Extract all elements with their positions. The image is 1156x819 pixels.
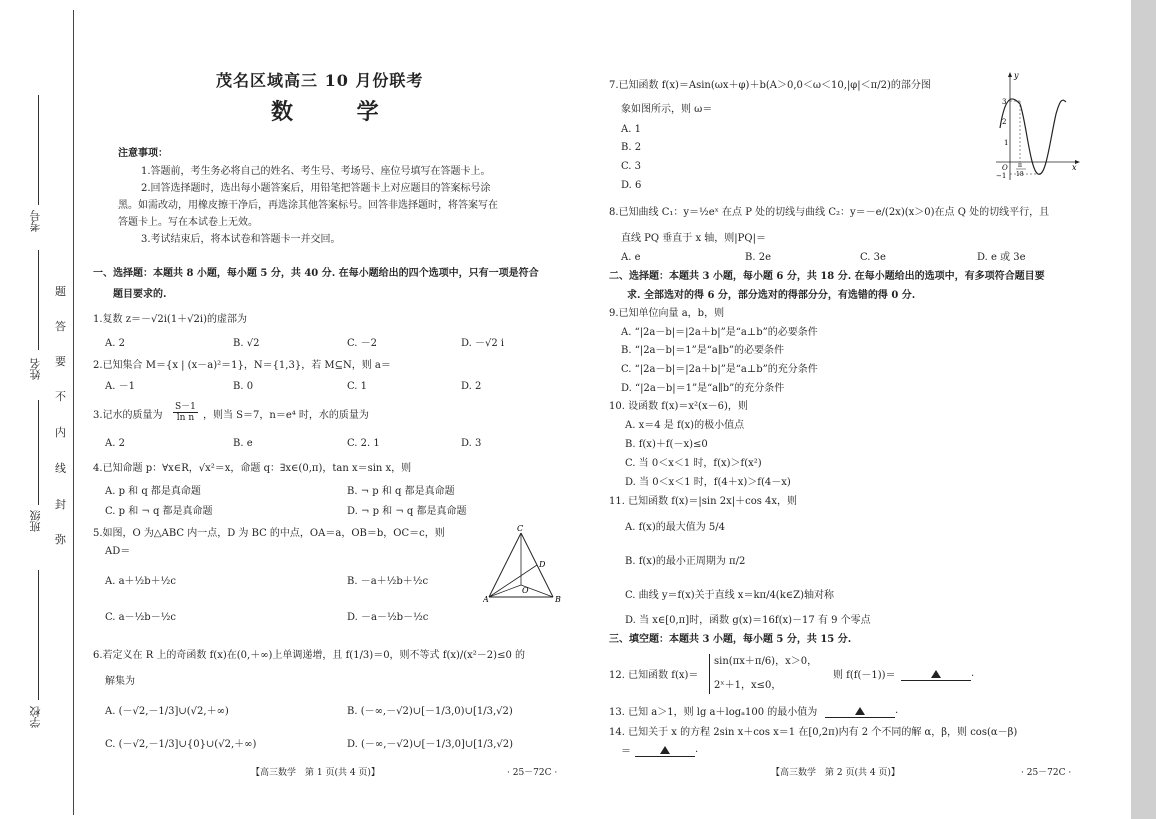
q3-denominator: ln n (176, 413, 195, 424)
q7-xtick-den: 18 (1016, 171, 1024, 178)
q7-option-a: A. 1 (621, 124, 641, 135)
q11-option-b: B. f(x)的最小正周期为 π/2 (625, 556, 746, 567)
q5-option-d: D. －a－½b－½c (347, 612, 429, 623)
q5-option-a: A. a＋½b＋½c (105, 576, 176, 587)
exam-title: 茂名区域高三 10 月份联考 (216, 71, 424, 90)
q1-stem: 1.复数 z＝－√2i(1＋√2i)的虚部为 (93, 314, 248, 325)
q2-option-a: A. －1 (105, 381, 135, 392)
notes-line-5: 3.考试结束后，将本试卷和答题卡一并交回。 (141, 234, 341, 245)
q3-option-a: A. 2 (105, 438, 125, 449)
q7-option-d: D. 6 (621, 180, 642, 191)
page-1-code: · 25－72C · (507, 768, 558, 778)
q1-option-d: D. －√2 i (461, 338, 505, 349)
q4-option-d: D. ¬ p 和 ¬ q 都是真命题 (347, 506, 467, 517)
q3-stem-a: 3.记水的质量为 (93, 410, 163, 421)
q7-axis-y: y (1014, 71, 1019, 80)
q14-stem-2: ＝ (621, 746, 631, 757)
q9-option-b: B. “|2a－b|＝1”是“a∥b”的必要条件 (621, 345, 784, 356)
q8-option-a: A. e (621, 252, 641, 263)
q9-option-d: D. “|2a－b|＝1”是“a∥b”的充分条件 (621, 383, 785, 394)
q5-label-c: C (517, 525, 524, 533)
banji-blank (38, 400, 39, 505)
q8-option-c: C. 3e (860, 252, 886, 263)
q1-option-b: B. √2 (233, 338, 260, 349)
q7-tick-1: 1 (1004, 139, 1009, 147)
q10-option-b: B. f(x)＋f(－x)≤0 (625, 439, 708, 450)
q2-option-c: C. 1 (347, 381, 368, 392)
q2-option-d: D. 2 (461, 381, 482, 392)
xingming-blank (38, 250, 39, 350)
page-2-code: · 25－72C · (1021, 768, 1072, 778)
q5-label-d: D (539, 560, 546, 569)
notes-heading: 注意事项： (118, 148, 168, 159)
triangle-icon (660, 746, 670, 754)
q7-tick-m1: −1 (996, 172, 1007, 180)
q1-option-c: C. －2 (347, 338, 378, 349)
q3-fraction (173, 402, 198, 424)
q10-option-a: A. x＝4 是 f(x)的极小值点 (625, 420, 745, 431)
q6-stem-2: 解集为 (105, 676, 135, 687)
q5-option-c: C. a－½b－½c (105, 612, 177, 623)
xingming-label: 姓名 (29, 358, 42, 380)
page-2-footer: 【高三数学 第 2 页(共 4 页)】 (771, 768, 900, 778)
q7-option-b: B. 2 (621, 142, 642, 153)
q3-option-c: C. 2. 1 (347, 438, 380, 449)
q12-stem-a: 12. 已知函数 f(x)＝ (609, 670, 699, 681)
exam-subject: 数 学 (271, 99, 407, 125)
q5-label-a: A (483, 595, 489, 604)
q10-option-d: D. 当 0＜x＜1 时，f(4＋x)＞f(4－x) (625, 477, 791, 488)
q10-stem: 10. 设函数 f(x)＝x²(x－6)，则 (609, 401, 748, 412)
q3-option-b: B. e (233, 438, 253, 449)
q5-stem-2: AD＝ (105, 546, 131, 557)
triangle-icon (855, 707, 865, 715)
q5-stem: 5.如图，O 为△ABC 内一点，D 为 BC 的中点，OA＝a，OB＝b，OC＝c，则 (93, 528, 445, 539)
section-2-heading: 二、选择题：本题共 3 小题，每小题 6 分，共 18 分. 在每小题给出的选项中，有多项符合题目要 (609, 271, 1045, 282)
q4-option-b: B. ¬ p 和 q 都是真命题 (347, 486, 455, 497)
q9-stem: 9.已知单位向量 a，b，则 (609, 308, 725, 319)
q14-stem: 14. 已知关于 x 的方程 2sin x＋cos x＝1 在[0,2π)内有 2 个不同的解 α，β，则 cos(α－β) (609, 727, 1018, 738)
xuexiao-label: 学校 (29, 706, 42, 728)
q7-tick-2: 2 (1002, 118, 1007, 126)
q8-option-b: B. 2e (745, 252, 771, 263)
q9-option-a: A. “|2a－b|＝|2a＋b|”是“a⊥b”的必要条件 (621, 327, 818, 338)
q2-option-b: B. 0 (233, 381, 254, 392)
q7-origin: O (1002, 164, 1008, 172)
q12-stem-b: 则 f(f(－1))＝ (833, 670, 896, 681)
q3-option-d: D. 3 (461, 438, 482, 449)
q11-stem: 11. 已知函数 f(x)＝|sin 2x|＋cos 4x，则 (609, 496, 798, 507)
q6-stem: 6.若定义在 R 上的奇函数 f(x)在(0,＋∞)上单调递增，且 f(1/3)＝0，则不等式 f(x)/(x²－2)≤0 的 (93, 650, 525, 661)
page-1-footer: 【高三数学 第 1 页(共 4 页)】 (251, 768, 380, 778)
q7-sine-graph (990, 70, 1082, 185)
q12-case-1: sin(πx＋π/6)，x＞0， (714, 656, 818, 667)
q10-option-c: C. 当 0＜x＜1 时，f(x)＞f(x²) (625, 458, 762, 469)
q8-stem: 8.已知曲线 C₁：y＝½eˣ 在点 P 处的切线与曲线 C₂：y＝－e/(2x)(x＞0)在点 Q 处的切线平行，且 (609, 207, 1050, 218)
q12-answer-blank[interactable]: . (901, 668, 974, 681)
q3-numerator: S－1 (175, 402, 196, 412)
notes-line-2: 2.回答选择题时，选出每小题答案后，用铅笔把答题卡上对应题目的答案标号涂 (141, 183, 491, 194)
kaohao-blank (38, 95, 39, 205)
section-3-heading: 三、填空题：本题共 3 小题，每小题 5 分，共 15 分. (609, 634, 852, 645)
q6-option-d: D. (－∞,－√2)∪[－1/3,0]∪[1/3,√2) (347, 739, 514, 750)
q8-option-d: D. e 或 3e (977, 252, 1026, 263)
section-1-heading-2: 题目要求的. (113, 289, 167, 300)
q11-option-a: A. f(x)的最大值为 5/4 (625, 522, 725, 533)
section-2-heading-2: 求. 全部选对的得 6 分，部分选对的得部分分，有选错的得 0 分. (627, 290, 916, 301)
vertical-scrollbar[interactable] (1131, 0, 1156, 819)
q8-stem-2: 直线 PQ 垂直于 x 轴，则|PQ|＝ (621, 233, 766, 244)
q5-triangle-figure (483, 525, 563, 605)
q11-option-c: C. 曲线 y＝f(x)关于直线 x＝kπ/4(k∈Z)轴对称 (625, 590, 835, 601)
q4-stem: 4.已知命题 p：∀x∈R，√x²＝x，命题 q：∃x∈(0,π)，tan x＝sin x，则 (93, 463, 412, 474)
q7-xtick-num: π (1018, 162, 1022, 169)
q7-axis-x: x (1072, 163, 1077, 172)
q3-stem-b: ，则当 S＝7，n＝e⁴ 时，水的质量为 (203, 410, 369, 421)
q6-option-b: B. (－∞,－√2)∪[－1/3,0)∪[1/3,√2) (347, 706, 513, 717)
q5-label-o: O (522, 586, 529, 595)
q2-stem: 2.已知集合 M＝{x | (x－a)²＝1}，N＝{1,3}，若 M⊆N，则 a＝ (93, 360, 391, 371)
scrollbar-thumb[interactable] (1131, 0, 1156, 819)
q5-label-b: B (555, 595, 561, 604)
q4-option-a: A. p 和 q 都是真命题 (105, 486, 201, 497)
q14-answer-blank[interactable]: . (635, 744, 698, 757)
q7-stem-2: 象如图所示，则 ω＝ (621, 104, 713, 115)
xuexiao-blank (38, 570, 39, 700)
q4-option-c: C. p 和 ¬ q 都是真命题 (105, 506, 213, 517)
triangle-icon (931, 670, 941, 678)
kaohao-label: 考号 (29, 210, 42, 232)
q13-stem: 13. 已知 a＞1，则 lg a＋logₐ100 的最小值为 (609, 707, 818, 718)
notes-line-4: 答题卡上。写在本试卷上无效。 (118, 217, 258, 228)
section-1-heading: 一、选择题：本题共 8 小题，每小题 5 分，共 40 分. 在每小题给出的四个选项中，只有一项是符合 (93, 268, 539, 279)
notes-line-3: 黑。如需改动，用橡皮擦干净后，再选涂其他答案标号。回答非选择题时，将答案写在 (118, 200, 498, 211)
q12-piecewise (709, 654, 817, 694)
q7-tick-3: 3 (1002, 98, 1007, 106)
notes-line-1: 1.答题前，考生务必将自己的姓名、考生号、考场号、座位号填写在答题卡上。 (141, 166, 491, 177)
binding-line (73, 10, 74, 815)
q12-case-2: 2ˣ＋1，x≤0， (714, 679, 782, 691)
q13-answer-blank[interactable]: . (825, 705, 898, 718)
q5-option-b: B. －a＋½b＋½c (347, 576, 429, 587)
q7-stem: 7.已知函数 f(x)＝Asin(ωx＋φ)＋b(A＞0,0＜ω＜10,|φ|＜π/2)的部分图 (609, 80, 931, 91)
q1-option-a: A. 2 (105, 338, 125, 349)
q7-option-c: C. 3 (621, 161, 642, 172)
q9-option-c: C. “|2a－b|＝|2a＋b|”是“a⊥b”的充分条件 (621, 364, 818, 375)
q6-option-c: C. (－√2,－1/3]∪{0}∪(√2,＋∞) (105, 739, 257, 750)
q11-option-d: D. 当 x∈[0,π]时，函数 g(x)＝16f(x)－17 有 9 个零点 (625, 615, 871, 626)
q6-option-a: A. (－√2,－1/3]∪(√2,＋∞) (105, 706, 229, 717)
banji-label: 班级 (29, 510, 42, 532)
